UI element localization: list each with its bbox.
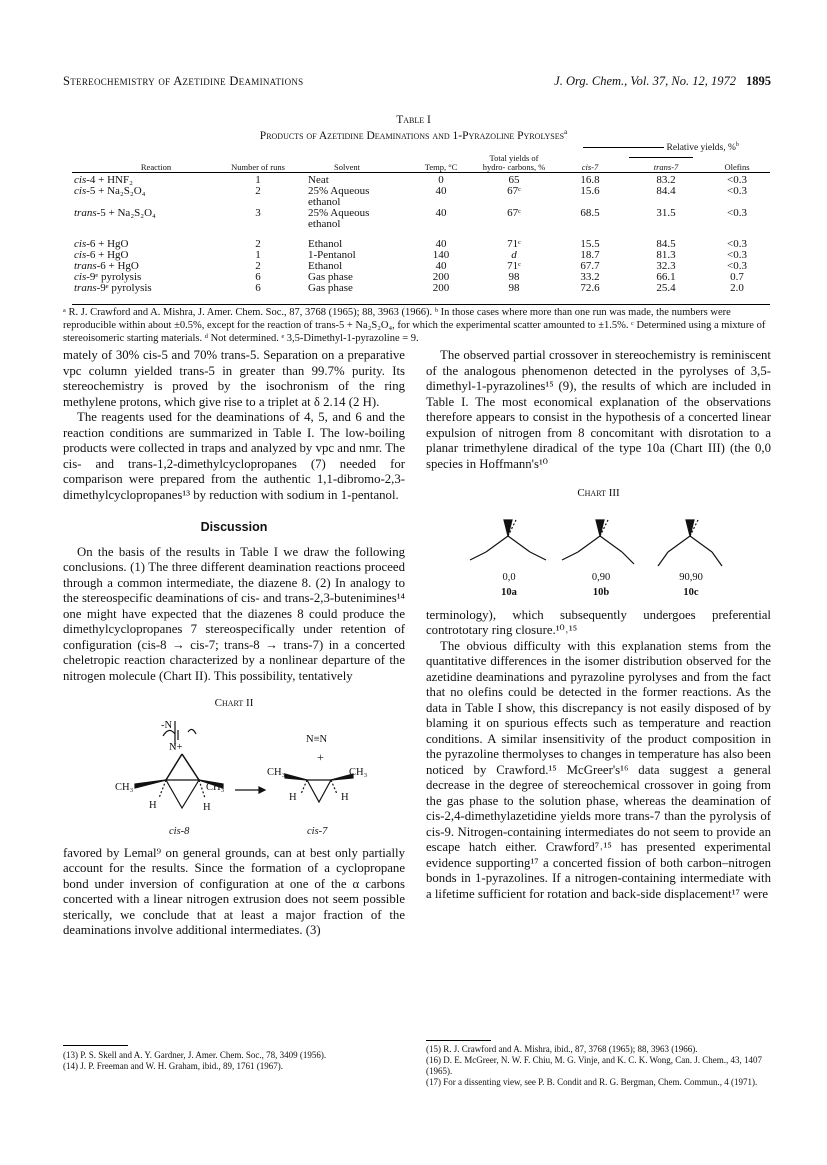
table-cell: d bbox=[511, 248, 517, 261]
table-cell: 67.7 bbox=[580, 259, 600, 272]
table-cell: 67ᶜ bbox=[507, 206, 521, 219]
chart3-label-10c: 90,90 bbox=[679, 571, 703, 583]
ref-15: (15) R. J. Crawford and A. Mishra, ibid., 87, 3768 (1965); 88, 3963 (1966). bbox=[426, 1044, 698, 1054]
header-runs: Number of runs bbox=[231, 161, 285, 172]
table-cell: 16.8 bbox=[580, 173, 600, 186]
ref-14: (14) J. P. Freeman and W. H. Graham, ibid., 89, 1761 (1967). bbox=[63, 1061, 283, 1071]
header-olefins: Olefins bbox=[724, 161, 750, 172]
chart2-nn: N≡N bbox=[306, 733, 328, 745]
chart3-diagram bbox=[426, 508, 771, 600]
chart3-name-10c: 10c bbox=[683, 586, 699, 598]
table-cell: 72.6 bbox=[580, 281, 600, 294]
table-cell: 84.5 bbox=[656, 237, 676, 250]
table-cell: 6 bbox=[255, 281, 261, 294]
table-row bbox=[72, 186, 770, 208]
table-cell: 31.5 bbox=[656, 206, 676, 219]
running-header bbox=[63, 74, 771, 90]
table-cell: 25% Aqueous ethanol bbox=[308, 184, 370, 208]
table-cell: 71ᶜ bbox=[507, 259, 521, 272]
table-caption: Table I bbox=[396, 114, 431, 126]
table-cell: cis-4 + HNF₂ bbox=[74, 173, 133, 186]
table-title: Products of Azetidine Deaminations and 1-Pyrazoline Pyrolyses$^a$ bbox=[259, 128, 568, 142]
table-cell: 25.4 bbox=[656, 281, 676, 294]
table-cell: <0.3 bbox=[727, 206, 747, 219]
header-cis7: cis-7 bbox=[581, 161, 599, 172]
chart2-plus: + bbox=[317, 749, 324, 764]
table-cell: <0.3 bbox=[727, 237, 747, 250]
left-paragraph-2: The reagents used for the deaminations of 4, 5, and 6 and the reaction conditions are summarized in Table I. The low-boiling products were collected in traps and analyzed by vpc and nmr. The cis- and trans-1,2-dimethylcyclopropanes (7) needed for comparison were prepared from the authentic 1,1-dibromo-2,3-dimethylcyclopropanes¹³ by reduction with sodium in 1-pentanol. bbox=[63, 410, 405, 502]
table-cell: 98 bbox=[508, 281, 520, 294]
chart3-caption: Chart III bbox=[577, 487, 620, 499]
table-cell: 1 bbox=[255, 248, 261, 261]
table-cell: 2 bbox=[255, 184, 261, 197]
chart2-label-cis7: cis-7 bbox=[307, 825, 328, 837]
section-heading: Discussion bbox=[200, 520, 268, 534]
header-solvent: Solvent bbox=[334, 161, 360, 172]
table-cell: 140 bbox=[432, 248, 450, 261]
table-cell: 71ᶜ bbox=[507, 237, 521, 250]
table-cell: 200 bbox=[432, 270, 450, 283]
table-cell: 1 bbox=[255, 173, 261, 186]
table-cell: Neat bbox=[308, 173, 329, 186]
results-table bbox=[72, 141, 770, 294]
table-cell: 65 bbox=[508, 173, 520, 186]
table-cell: 83.2 bbox=[656, 173, 676, 186]
table-bottom-rule bbox=[72, 304, 770, 305]
chart3-label-10a: 0,0 bbox=[502, 571, 516, 583]
table-row bbox=[72, 208, 770, 230]
table-cell: 15.6 bbox=[580, 184, 600, 197]
header-temp: Temp, °C bbox=[424, 161, 458, 172]
table-cell: trans-5 + Na₂S₂O₄ bbox=[74, 206, 156, 219]
table-cell: <0.3 bbox=[727, 259, 747, 272]
header-trans7: trans-7 bbox=[653, 161, 679, 172]
table-cell: 40 bbox=[435, 184, 447, 197]
chart2-h-right2: H bbox=[341, 791, 349, 803]
chart2-ch3-right: CH₃ bbox=[206, 781, 225, 793]
header-journal: J. Org. Chem., Vol. 37, No. 12, 1972 1895 bbox=[554, 74, 771, 88]
right-ref-rule bbox=[426, 1040, 491, 1041]
page-number: 1895 bbox=[746, 74, 771, 88]
table-row bbox=[72, 230, 770, 250]
right-paragraph-3: The obvious difficulty with this explanation stems from the quantitative differences in the isomer distribution observed for the azetidine deaminations and pyrazoline pyrolyses and from the fact that no olefins could be detected in the former reactions. As the data in Table I show, this discrepancy is not easily disposed of by blaming it on spurious effects such as temperature and reaction conditions. A similar insensitivity of the product composition in the pyrazoline thermolyses to changes in temperature has also been noticed by Crawford.¹⁵ McGreer's¹⁶ data suggest a general decrease in the degree of stereochemical crossover in going from the gas phase to the solution phase, whereas the deamination of cis-2,4-dimethylazetidine yields more trans-7 than the pyrolysis of cis-9. Nitrogen-containing intermediates do not seem to provide an escape hatch either. Crawford⁷˒¹⁵ has presented experimental evidence supporting¹⁷ a concerted fission of both carbon–nitrogen bonds in 1-pyrazolines. If a nitrogen-containing intermediate with a lifetime sufficient for rotation and back-side displacement¹⁷ were bbox=[426, 638, 771, 901]
chart2-h-right: H bbox=[203, 801, 211, 813]
table-cell: 40 bbox=[435, 259, 447, 272]
table-cell: 98 bbox=[508, 270, 520, 283]
chart3-structures bbox=[426, 508, 771, 568]
table-cell: cis-6 + HgO bbox=[74, 237, 129, 250]
table-cell: 40 bbox=[435, 237, 447, 250]
table-cell: 6 bbox=[255, 270, 261, 283]
table-cell: 0 bbox=[438, 173, 444, 186]
chart2-h-left: H bbox=[149, 799, 157, 811]
right-paragraph-1: The observed partial crossover in stereochemistry is reminiscent of the analogous phenomenon detected in the pyrolyses of 3,5-dimethyl-1-pyrazolines¹⁵ (9), the results of which are included in Table I. The most economical explanation of the observations therefore appears to consist in the hypothesis of a concerted linear expulsion of nitrogen from 8 concomitant with disrotation to a planar trimethylene diradical of the type 10a (Chart III) (the 0,0 species in Hoffmann's¹⁰ bbox=[426, 348, 771, 471]
ref-13: (13) P. S. Skell and A. Y. Gardner, J. Amer. Chem. Soc., 78, 3409 (1956). bbox=[63, 1050, 327, 1060]
table-cell: trans-9ᵉ pyrolysis bbox=[74, 281, 152, 294]
chart2-ch3-right2: CH₃ bbox=[349, 766, 368, 778]
table-footnote: ᵃ R. J. Crawford and A. Mishra, J. Amer. Chem. Soc., 87, 3768 (1965); 88, 3963 (1966). ᵇ In those cases where more than one run was made, the numbers were reproducible within about ±0.5%, except for the reaction of trans-5 + Na₂S₂O₄, for which the experimental scatter amounted to ±1.5%. ᶜ Determined using a mixture of stereoisomeric starting materials. ᵈ Not determined. ᵉ 3,5-Dimethyl-1-pyrazoline = 9. bbox=[63, 307, 766, 344]
table-cell: 25% Aqueous ethanol bbox=[308, 206, 370, 230]
left-column bbox=[63, 348, 405, 939]
left-paragraph-3: On the basis of the results in Table I we draw the following conclusions. (1) The three different deamination reactions proceed through a common intermediate, the diazene 8. (2) In analogy to the stereospecific deaminations of cis- and trans-2,3-butenimines¹⁴ one might have expected that the diazenes 8 could produce the dimethylcyclopropanes 7 stereospecifically under retention of configuration (cis-8 → cis-7; trans-8 → trans-7) in a concerted cheletropic reaction characterized by a nonlinear departure of the nitrogen molecule (Chart II). This possibility, tentatively bbox=[63, 544, 405, 683]
table-cell: 68.5 bbox=[580, 206, 600, 219]
left-references bbox=[63, 1050, 405, 1072]
chart2-ch3-left2: CH₃ bbox=[267, 766, 286, 778]
right-references bbox=[426, 1044, 771, 1088]
chart3-name-10a: 10a bbox=[501, 586, 517, 598]
header-total-yields: Total yields of hydro- carbons, % bbox=[482, 152, 546, 172]
table-cell: 40 bbox=[435, 206, 447, 219]
table-cell: 2.0 bbox=[730, 281, 744, 294]
table-cell: 3 bbox=[255, 206, 261, 219]
ref-17: (17) For a dissenting view, see P. B. Condit and R. G. Bergman, Chem. Commun., 4 (1971). bbox=[426, 1077, 758, 1087]
left-paragraph-1: mately of 30% cis-5 and 70% trans-5. Separation on a preparative vpc column yielded trans-5 in greater than 99.7% purity. Its stereochemistry is proved by the isochronism of the ring methylene protons, which give rise to a triplet at δ 2.14 (2 H). bbox=[63, 348, 405, 409]
chart2-h-left2: H bbox=[289, 791, 297, 803]
chart2-n-plus: N+ bbox=[169, 741, 183, 753]
table-cell: <0.3 bbox=[727, 248, 747, 261]
table-cell: 0.7 bbox=[730, 270, 744, 283]
table-cell: 67ᶜ bbox=[507, 184, 521, 197]
table-cell: 32.3 bbox=[656, 259, 676, 272]
table-cell: trans-6 + HgO bbox=[74, 259, 139, 272]
table-cell: 15.5 bbox=[580, 237, 600, 250]
table-cell: Gas phase bbox=[308, 281, 353, 294]
table-cell: 66.1 bbox=[656, 270, 676, 283]
left-paragraph-4: favored by Lemal⁹ on general grounds, can at best only partially account for the results. Since the formation of a cyclopropane bond under inversion of configuration at one of the α carbons concerted with a linear nitrogen extrusion does not seem possible sterically, we conclude that at least a major fraction of the deaminations involve additional intermediates. (3) bbox=[63, 845, 405, 937]
header-title: Stereochemistry of Azetidine Deaminations bbox=[63, 74, 304, 88]
table-cell: 18.7 bbox=[580, 248, 600, 261]
table-cell: 84.4 bbox=[656, 184, 676, 197]
table-cell: cis-5 + Na₂S₂O₄ bbox=[74, 184, 146, 197]
left-ref-rule bbox=[63, 1045, 128, 1046]
table-cell: Ethanol bbox=[308, 259, 343, 272]
table-cell: 2 bbox=[255, 259, 261, 272]
chart3-name-10b: 10b bbox=[592, 586, 610, 598]
table-cell: 33.2 bbox=[580, 270, 600, 283]
chart2-caption: Chart II bbox=[214, 697, 254, 709]
header-relative-yields: Relative yields, %$^b$ bbox=[552, 141, 770, 163]
table-cell: Ethanol bbox=[308, 237, 343, 250]
header-reaction: Reaction bbox=[140, 161, 172, 172]
right-paragraph-2: terminology), which subsequently undergoes preferential contrototary ring closure.¹⁰˒¹⁵ bbox=[426, 607, 771, 637]
chart2-diagram bbox=[63, 718, 405, 846]
chart2-n-top: -N bbox=[161, 719, 173, 731]
table-cell: Gas phase bbox=[308, 270, 353, 283]
table-body bbox=[72, 175, 770, 294]
table-cell: 1-Pentanol bbox=[308, 248, 356, 261]
table-cell: cis-9ᵉ pyrolysis bbox=[74, 270, 142, 283]
ref-16: (16) D. E. McGreer, N. W. F. Chiu, M. G. Vinje, and K. C. K. Wong, Can. J. Chem., 43, 1407 (1965). bbox=[426, 1055, 763, 1076]
chart2-label-cis8: cis-8 bbox=[169, 825, 190, 837]
table-cell: <0.3 bbox=[727, 173, 747, 186]
table-row bbox=[72, 283, 770, 294]
right-column bbox=[426, 348, 771, 902]
table-cell: 200 bbox=[432, 281, 450, 294]
table-cell: cis-6 + HgO bbox=[74, 248, 129, 261]
table-cell: 81.3 bbox=[656, 248, 676, 261]
table-cell: 2 bbox=[255, 237, 261, 250]
table-cell: <0.3 bbox=[727, 184, 747, 197]
chart3-label-10b: 0,90 bbox=[591, 571, 611, 583]
chart2-ch3-left: CH₃ bbox=[115, 781, 134, 793]
